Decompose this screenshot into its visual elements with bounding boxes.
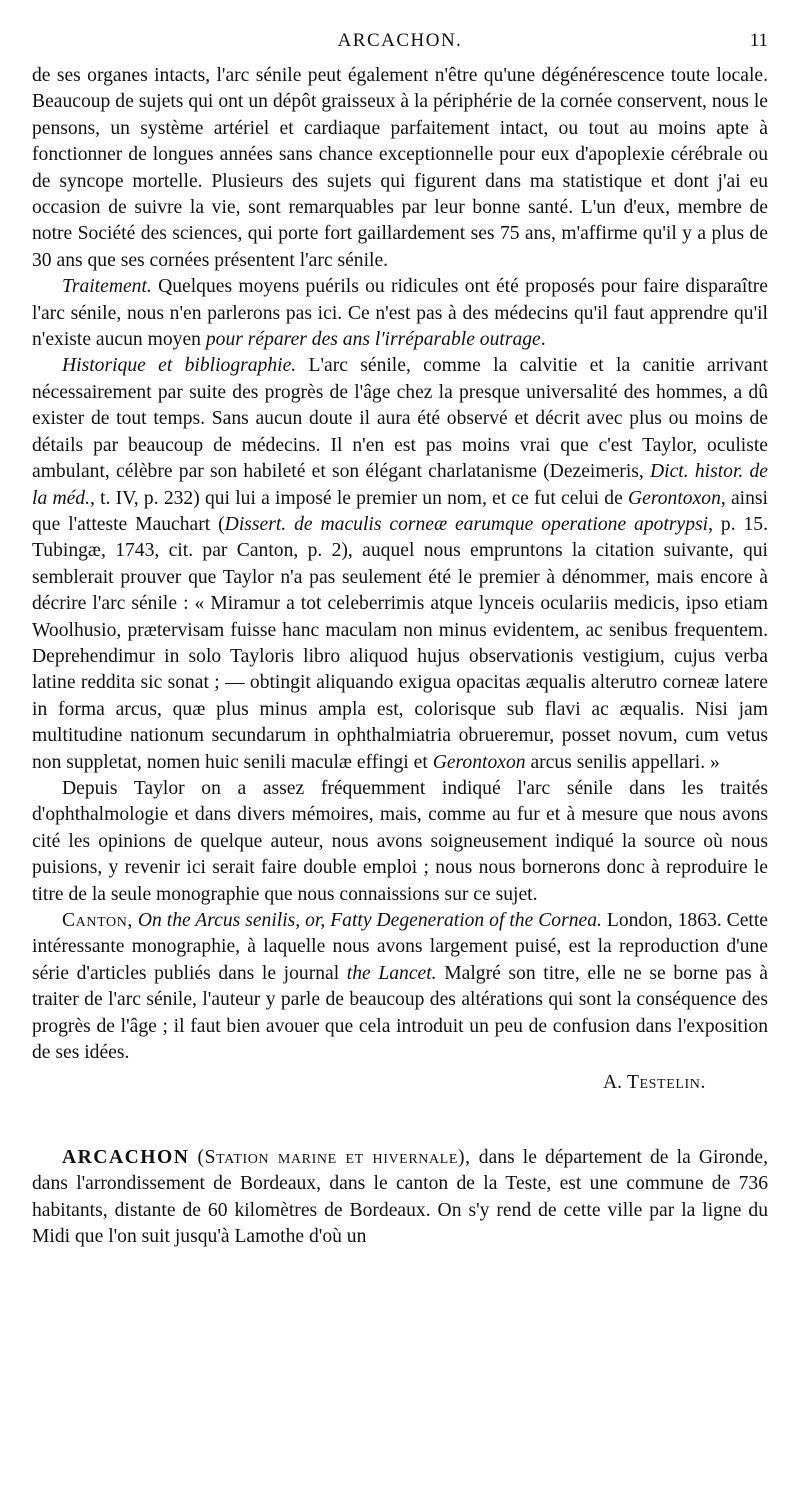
author-canton: Canton, [62,910,133,931]
page-number: 11 [749,30,768,51]
running-head: ARCACHON. [337,30,463,51]
page-header [32,30,768,56]
author-signature: A. Testelin. [602,1072,706,1094]
citation-dict-histor: Dict. histor. de la méd. [32,461,769,509]
quotation-irreparable-outrage: pour réparer des ans l'irréparable outrage [205,329,541,351]
term-gerontoxon-latin: Gerontoxon [432,751,526,773]
term-gerontoxon: Gerontoxon [628,487,721,509]
section-label-historique: Historique et bibliographie. [62,355,297,377]
entry-headword: ARCACHON [62,1146,190,1168]
paragraph-arcachon-entry: ARCACHON (Station marine et hivernale), dans le département de la Gironde, dans l'arrondissement de Bordeaux, dans le canton de la Teste, est une commune de 736 habitants, distante de 60 kilomètres de Bordeaux. On s'y rend de cette ville par la ligne du Midi que l'on suit jusqu'à Lamothe d'où un [32,1146,769,1248]
section-divider [32,1097,768,1145]
citation-dissert-maculis: Dissert. de maculis corneæ earumque operatione apotrypsi [224,513,709,535]
paragraph-traitement: Traitement. Quelques moyens puérils ou ridicules ont été proposés pour faire disparaître l'arc sénile, nous n'en parlerons pas ici. Ce n'est pas à des médecins qu'il faut apprendre qu'il n'existe aucun moyen pour réparer des ans l'irréparable outrage. [32,276,768,351]
journal-lancet: the Lancet. [346,962,437,984]
paragraph-depuis-taylor: Depuis Taylor on a assez fréquemment indiqué l'arc sénile dans les traités d'ophthalmologie et dans divers mémoires, mais, comme au fur et à mesure que nous avons cité les opinions de quelque auteur, nous avons soigneusement indiqué la source où nous puisions, y revenir ici serait faire double emploi ; nous nous bornerons donc à reproduire le titre de la seule monographie que nous connaissions sur ce sujet. [32,777,768,905]
monograph-title: On the Arcus senilis, or, Fatty Degeneration of the Cornea. [137,910,602,931]
page-body [32,63,768,1250]
paragraph-arc-senile-conclusion: de ses organes intacts, l'arc sénile peut également n'être qu'une dégénérescence toute locale. Beaucoup de sujets qui ont un dépôt graisseux à la périphérie de la cornée conservent, nous le pensons, un système artériel et cardiaque parfaitement intact, ou tout au moins apte à fonctionner de longues années sans chance exceptionnelle pour eux d'apoplexie cérébrale ou de syncope mortelle. Plusieurs des sujets qui figurent dans ma statistique et dont j'ai eu occasion de suivre la vie, sont remarquables par leur bonne santé. L'un d'eux, membre de notre Société des sciences, qui porte fort gaillardement ses 75 ans, m'affirme qu'il y a plus de 30 ans que ses cornées présentent l'arc sénile. [32,65,768,271]
section-label-traitement: Traitement. [62,276,152,298]
signature-name: Testelin. [626,1072,706,1094]
entry-qualifier: (Station marine et hivernale), [197,1146,471,1168]
paragraph-historique: Historique et bibliographie. L'arc sénile, comme la calvitie et la canitie arrivant nécessairement par suite des progrès de l'âge chez la presque universalité des hommes, a dû exister de tout temps. Sans aucun doute il aura été observé et décrit avec plus ou moins de détails par beaucoup de médecins. Il n'en est pas moins vrai que c'est Taylor, oculiste ambulant, célèbre par son habileté et son élégant charlatanisme (Dezeimeris, Dict. histor. de la méd., t. IV, p. 232) qui lui a imposé le premier un nom, et ce fut celui de Gerontoxon, ainsi que l'atteste Mauchart (Dissert. de maculis corneæ earumque operatione apotrypsi, p. 15. Tubingæ, 1743, cit. par Canton, p. 2), auquel nous empruntons la citation suivante, qui semblerait prouver que Taylor n'a pas seulement été le premier à dénommer, mais encore à décrire l'arc sénile : « Miramur a tot celeberrimis atque lynceis oculariis medicis, ipso etiam Woolhusio, prætervisam fuisse hanc maculam non minus evidentem, ac senibus frequentem. Deprehendimur in solo Tayloris libro aliquod hujus observationis vestigium, cujus verba latine reddita sic sonat ; — obtingit aliquando exigua opacitas æqualis alterutro corneæ latere in forma arcus, quæ plus minus ampla est, colorisque sub flavi ac æqualis. Nisi jam multitudine nationum secundarum in ophthalmiatria obrueremur, posset novum, cum vetus non suppletat, nomen huic senili maculæ effingi et Gerontoxon arcus senilis appellari. » [32,355,769,773]
paragraph-canton-bibliography: Canton, On the Arcus senilis, or, Fatty Degeneration of the Cornea. London, 1863. Cette intéressante monographie, à laquelle nous avons largement puisé, est la reproduction d'une série d'articles publiés dans le journal the Lancet. Malgré son titre, elle ne se borne pas à traiter de l'arc sénile, l'auteur y parle de beaucoup des altérations qui sont la conséquence des progrès de l'âge ; il faut bien avouer que cela introduit un peu de confusion dans l'exposition de ses idées. [32,910,769,1064]
